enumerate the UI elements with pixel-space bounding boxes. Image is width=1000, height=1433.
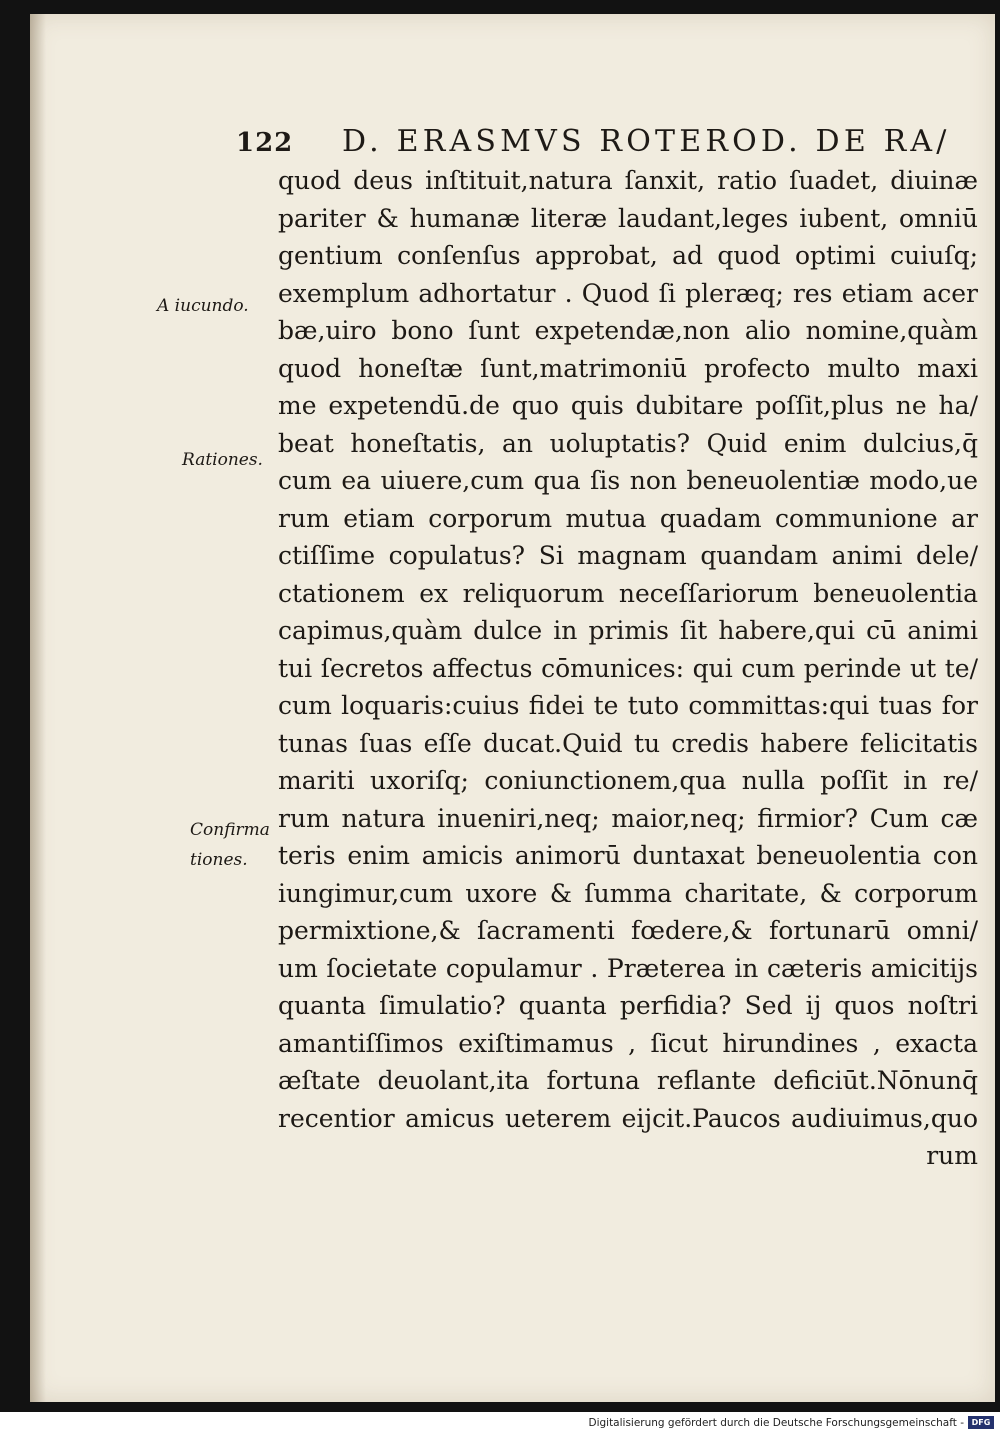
text-line: exemplum adhortatur . Quod ſi pleræq; res etiam acer [278,278,978,308]
text-line: tui ſecretos affectus cōmunices: qui cum perinde ut te/ [278,653,978,683]
text-line: quod deus inſtituit,natura ſanxit, ratio ſuadet, diuinæ [278,166,978,195]
text-line: bæ,uiro bono ſunt expetendæ,non alio nomine,quàm [278,316,978,345]
text-line: æſtate deuolant,ita fortuna reflante deficiūt.Nōnunq̄ [278,1066,978,1095]
marginal-note-confirma: Confirma [190,820,270,840]
text-line: quod honeſtæ ſunt,matrimoniū profecto multo maxi [278,353,978,383]
catchword: rum [926,1141,978,1170]
marginal-note-tiones: tiones. [190,850,248,870]
text-line: me expetendū.de quo quis dubitare poſſit,plus ne ha/ [278,391,978,420]
page-number: 122 [236,128,294,158]
text-line: tunas ſuas eſſe ducat.Quid tu credis habere felicitatis [278,728,978,758]
text-line: ctiſſime copulatus? Si magnam quandam animi dele/ [278,541,978,570]
text-line: pariter & humanæ literæ laudant,leges iubent, omniū [278,203,978,233]
marginal-note-a-iucundo: A iucundo. [157,296,249,316]
footer-credit: Digitalisierung gefördert durch die Deutsche Forschungsgemeinschaft - [588,1417,964,1429]
text-line: mariti uxoriſq; coniunctionem,qua nulla poſſit in re/ [278,766,978,795]
text-line: ctationem ex reliquorum neceſſariorum beneuolentia [278,578,978,608]
text-line: rum etiam corporum mutua quadam communione ar [278,503,978,533]
text-line: quanta ſimulatio? quanta perfidia? Sed ij quos noſtri [278,991,978,1020]
text-line: beat honeſtatis, an uoluptatis? Quid enim dulcius,q̄ [278,428,978,458]
text-line: cum ea uiuere,cum qua ſis non beneuolentiæ modo,ue [278,466,978,495]
text-line: iungimur,cum uxore & ſumma charitate, & corporum [278,878,978,908]
text-line: recentior amicus ueterem eijcit.Paucos audiuimus,quo [278,1103,978,1133]
text-line: amantiſſimos exiſtimamus , ſicut hirundines , exacta [278,1028,978,1058]
running-head [30,124,995,164]
text-line: teris enim amicis animorū duntaxat beneuolentia con [278,841,978,870]
text-line: capimus,quàm dulce in primis ſit habere,qui cū animi [278,616,978,645]
body-text [278,162,978,1175]
footer-bar [0,1412,1000,1433]
book-page [30,14,995,1402]
dfg-logo-icon: DFG [968,1416,994,1429]
header-title: D. ERASMVS ROTEROD. DE RA/ [342,124,951,159]
marginal-note-rationes: Rationes. [182,450,263,470]
text-line: permixtione,& ſacramenti fœdere,& fortunarū omni/ [278,916,978,945]
text-line: gentium conſenſus approbat, ad quod optimi cuiuſq; [278,241,978,270]
text-line: um ſocietate copulamur . Præterea in cæteris amicitijs [278,953,978,983]
text-line: rum natura inueniri,neq; maior,neq; firmior? Cum cæ [278,803,978,833]
text-line: cum loquaris:cuius fidei te tuto committas:qui tuas for [278,691,978,720]
